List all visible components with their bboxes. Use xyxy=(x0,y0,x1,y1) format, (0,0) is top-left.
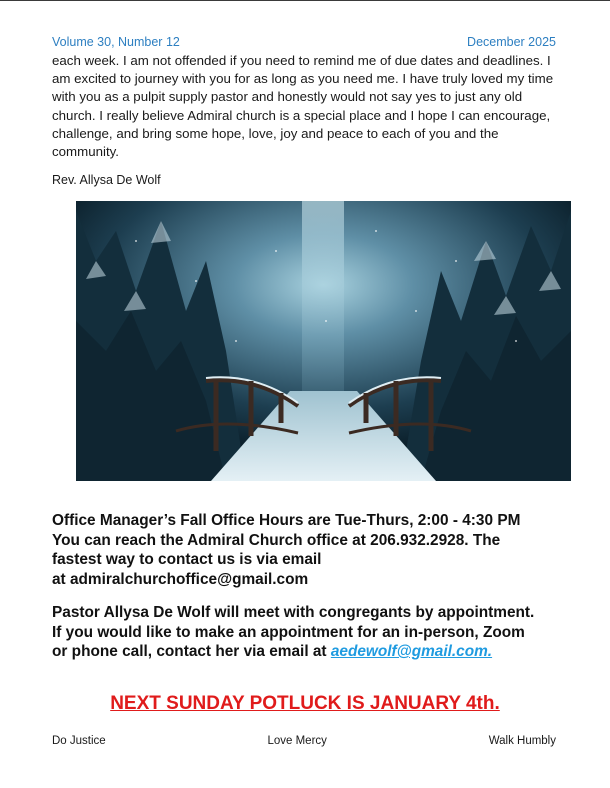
issue-date: December 2025 xyxy=(467,35,556,49)
newsletter-footer xyxy=(52,735,556,747)
letter-body: each week. I am not offended if you need to remind me of due dates and deadlines. I am excited to journey with you for as long as you need me. I have truly loved my time with you as a pulpit supply pastor and honestly would not say yes to just any old church. I really believe Admiral church is a special place and I hope I can encourage, challenge, and bring some hope, love, joy and peace to each of you and the community. xyxy=(52,53,554,160)
office-phone-line: You can reach the Admiral Church office at 206.932.2928. The xyxy=(52,531,501,549)
pastor-line-1: Pastor Allysa De Wolf will meet with congregants by appointment. xyxy=(52,604,535,621)
snowy-forest-bridge-image xyxy=(76,201,571,481)
footer-walk-humbly: Walk Humbly xyxy=(488,735,556,747)
potluck-announcement: NEXT SUNDAY POTLUCK IS JANUARY 4th. xyxy=(110,693,500,714)
volume-number: Volume 30, Number 12 xyxy=(52,35,180,49)
footer-love-mercy: Love Mercy xyxy=(267,735,327,747)
pastor-line-2: If you would like to make an appointment for an in-person, Zoom xyxy=(52,623,525,641)
office-hours-section xyxy=(52,511,572,589)
office-hours-line: Office Manager’s Fall Office Hours are Tue-Thurs, 2:00 - 4:30 PM xyxy=(52,512,521,529)
office-email-line: at admiralchurchoffice@gmail.com xyxy=(52,570,309,588)
office-contact-line: fastest way to contact us is via email xyxy=(52,551,322,568)
footer-do-justice: Do Justice xyxy=(52,735,106,747)
pastor-appointment-section xyxy=(52,603,572,662)
newsletter-header xyxy=(52,35,556,49)
letter-signature: Rev. Allysa De Wolf xyxy=(52,173,161,187)
top-rule xyxy=(0,0,610,1)
pastor-line-3 xyxy=(52,642,572,662)
pastor-email-link[interactable]: aedewolf@gmail.com. xyxy=(330,643,493,660)
pastor-line-3-text: or phone call, contact her via email at xyxy=(52,643,331,660)
